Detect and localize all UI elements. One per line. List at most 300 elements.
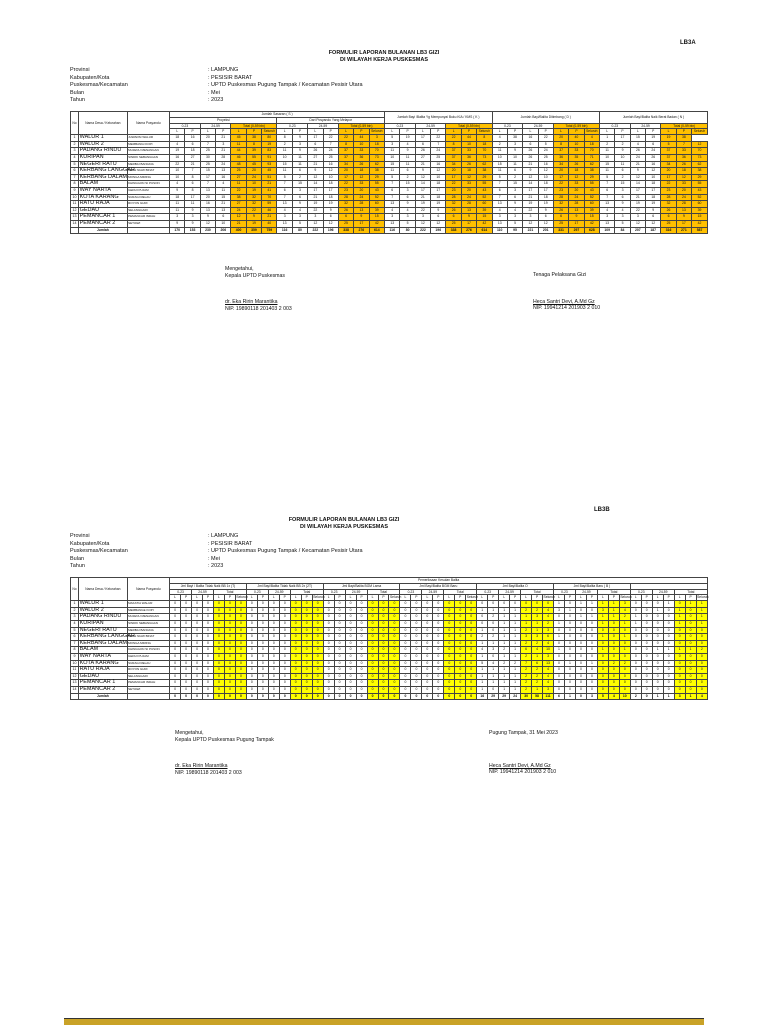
- cell-value: 3: [507, 141, 522, 148]
- cell-value: 9: [615, 201, 630, 208]
- cell-value: 43: [369, 187, 385, 194]
- cell-value: 1: [477, 680, 488, 687]
- cell-value: 0: [564, 601, 575, 608]
- cell-value: 2: [532, 673, 543, 680]
- cell-value: 0: [455, 673, 466, 680]
- cell-value: 0: [444, 614, 455, 621]
- cell-value: 20: [553, 168, 568, 175]
- cell-value: 1: [521, 620, 532, 627]
- cell-value: 6: [492, 187, 507, 194]
- cell-value: 0: [433, 614, 444, 621]
- row-no: 7: [71, 640, 79, 647]
- cell-value: 18: [569, 168, 584, 175]
- cell-value: 29: [584, 174, 599, 181]
- cell-value: 21: [216, 135, 231, 142]
- row-posyandu: ROYON GURI: [127, 667, 169, 674]
- cell-value: 0: [400, 640, 411, 647]
- cell-value: 15: [385, 161, 400, 168]
- meta-value: : 2023: [208, 97, 224, 104]
- cell-value: 0: [279, 673, 290, 680]
- cell-value: 20: [246, 168, 261, 175]
- cell-value: 37: [661, 154, 676, 161]
- cell-value: 0: [586, 686, 597, 693]
- cell-value: 0: [301, 627, 312, 634]
- cell-value: 43: [692, 187, 708, 194]
- cell-value: 0: [378, 673, 389, 680]
- row-desa: BALAM: [79, 647, 128, 654]
- cell-value: 33: [354, 148, 369, 155]
- cell-value: 0: [181, 627, 192, 634]
- row-no: 7: [71, 174, 79, 181]
- row-desa: WALUR 2: [79, 141, 128, 148]
- cell-value: 0: [235, 640, 246, 647]
- age-0-23: 0-23: [630, 589, 652, 595]
- cell-value: 0: [619, 680, 630, 687]
- cell-value: 0: [433, 673, 444, 680]
- cell-value: 0: [466, 607, 477, 614]
- cell-value: 0: [224, 680, 235, 687]
- cell-value: 0: [290, 647, 301, 654]
- cell-value: 6: [292, 194, 307, 201]
- row-no: 13: [71, 214, 79, 221]
- cell-value: 0: [455, 667, 466, 674]
- form-meta: [70, 533, 363, 571]
- cell-value: 7: [385, 181, 400, 188]
- cell-value: 15: [277, 161, 292, 168]
- cell-value: 0: [170, 634, 181, 641]
- total-value: 359: [246, 227, 261, 234]
- cell-value: 0: [279, 640, 290, 647]
- cell-value: 2: [488, 614, 499, 621]
- cell-value: 38: [676, 135, 691, 142]
- sex-col-l: L: [575, 595, 586, 601]
- cell-value: 18: [584, 141, 599, 148]
- cell-value: 0: [334, 667, 345, 674]
- total-value: 206: [216, 227, 231, 234]
- row-posyandu: SETIAWI: [127, 220, 169, 227]
- cell-value: 4: [619, 607, 630, 614]
- cell-value: 0: [488, 620, 499, 627]
- cell-value: 1: [510, 634, 521, 641]
- cell-value: 5: [477, 660, 488, 667]
- age-total: Total: [521, 589, 554, 595]
- col-posyandu: Nama Posyandu: [127, 112, 169, 135]
- cell-value: 1: [499, 627, 510, 634]
- cell-value: 41: [262, 187, 277, 194]
- cell-value: 36: [676, 154, 691, 161]
- cell-value: 21: [262, 214, 277, 221]
- sex-col-l: L: [521, 595, 532, 601]
- sex-col-l: L: [477, 595, 488, 601]
- cell-value: 13: [543, 660, 554, 667]
- cell-value: 0: [543, 601, 554, 608]
- cell-value: 0: [345, 607, 356, 614]
- total-value: 116: [385, 227, 400, 234]
- cell-value: 52: [692, 194, 708, 201]
- cell-value: 13: [277, 201, 292, 208]
- cell-value: 8: [246, 141, 261, 148]
- cell-value: 0: [597, 680, 608, 687]
- cell-value: 6: [185, 141, 200, 148]
- cell-value: 0: [268, 614, 279, 621]
- cell-value: 16: [170, 154, 185, 161]
- cell-value: 0: [554, 627, 565, 634]
- sex-col-p: P: [641, 595, 652, 601]
- cell-value: 0: [235, 647, 246, 654]
- cell-value: 0: [433, 601, 444, 608]
- cell-value: 0: [663, 607, 674, 614]
- total-value: 276: [354, 227, 369, 234]
- signature-right: [489, 730, 558, 776]
- cell-value: 80: [262, 135, 277, 142]
- cell-value: 0: [246, 640, 257, 647]
- cell-value: 0: [246, 634, 257, 641]
- cell-value: 6: [400, 168, 415, 175]
- cell-value: 1: [510, 667, 521, 674]
- cell-value: 62: [477, 161, 492, 168]
- cell-value: 17: [415, 187, 430, 194]
- table-row: [71, 686, 708, 693]
- cell-value: 20: [461, 187, 476, 194]
- cell-value: 0: [696, 634, 707, 641]
- row-no: 4: [71, 154, 79, 161]
- cell-value: 1: [532, 627, 543, 634]
- cell-value: 2: [696, 647, 707, 654]
- cell-value: 0: [312, 680, 323, 687]
- cell-value: 6: [600, 187, 615, 194]
- cell-value: 12: [308, 220, 323, 227]
- cell-value: 23: [553, 187, 568, 194]
- cell-value: 21: [630, 161, 645, 168]
- sig-role: Tenaga Pelaksana Gizi: [533, 272, 587, 278]
- cell-value: 26: [354, 161, 369, 168]
- age-24-59: 24-59: [422, 589, 444, 595]
- table-row: [71, 135, 708, 142]
- cell-value: 0: [367, 647, 378, 654]
- meta-value: : UPTD Puskesmas Pugung Tampak / Kecamatan Pesisir Utara: [208, 82, 363, 89]
- cell-value: 0: [334, 634, 345, 641]
- sig-nip: NIP. 19890118 201403 2 003: [225, 305, 292, 312]
- cell-value: 12: [461, 174, 476, 181]
- cell-value: 0: [400, 667, 411, 674]
- cell-value: 0: [345, 614, 356, 621]
- cell-value: 0: [246, 660, 257, 667]
- cell-value: 9: [292, 135, 307, 142]
- cell-value: 11: [385, 148, 400, 155]
- cell-value: 12: [523, 220, 538, 227]
- cell-value: 0: [312, 627, 323, 634]
- cell-value: 0: [246, 601, 257, 608]
- cell-value: 4: [385, 207, 400, 214]
- cell-value: 1: [663, 601, 674, 608]
- cell-value: 0: [619, 627, 630, 634]
- row-posyandu: MEMBANGE KOPI: [127, 607, 169, 614]
- total-value: 95: [507, 227, 522, 234]
- cell-value: 0: [608, 673, 619, 680]
- cell-value: 9: [461, 214, 476, 221]
- cell-value: 0: [367, 614, 378, 621]
- meta-key: Bulan: [70, 89, 85, 96]
- cell-value: 0: [575, 653, 586, 660]
- sex-col-l: L: [444, 595, 455, 601]
- cell-value: 0: [564, 673, 575, 680]
- cell-value: 13: [354, 207, 369, 214]
- cell-value: 1: [564, 660, 575, 667]
- cell-value: 3: [185, 214, 200, 221]
- cell-value: 11: [385, 168, 400, 175]
- table-row: [71, 201, 708, 208]
- cell-value: 6: [400, 194, 415, 201]
- cell-value: 5: [661, 141, 676, 148]
- row-posyandu: MAKATIA WALUR: [127, 601, 169, 608]
- total-value: 0: [181, 693, 192, 700]
- cell-value: 0: [663, 680, 674, 687]
- total-value: 0: [257, 693, 268, 700]
- cell-value: 1: [510, 614, 521, 621]
- cell-value: 0: [378, 620, 389, 627]
- age-0-23: 0-23: [477, 589, 499, 595]
- cell-value: 2: [477, 634, 488, 641]
- cell-value: 26: [461, 161, 476, 168]
- total-value: 24: [510, 693, 521, 700]
- cell-value: 0: [411, 653, 422, 660]
- row-posyandu: ROYON GURI: [127, 201, 169, 208]
- cell-value: 0: [301, 647, 312, 654]
- cell-value: 9: [185, 220, 200, 227]
- cell-value: 25: [446, 220, 461, 227]
- meta-key: Bulan: [70, 555, 85, 562]
- cell-value: 3: [488, 647, 499, 654]
- cell-value: 0: [663, 667, 674, 674]
- cell-value: 2: [499, 660, 510, 667]
- cell-value: 0: [181, 686, 192, 693]
- cell-value: 0: [422, 634, 433, 641]
- cell-value: 12: [692, 141, 708, 148]
- cell-value: 0: [652, 660, 663, 667]
- cell-value: 37: [338, 154, 353, 161]
- cell-value: 2: [292, 174, 307, 181]
- form-meta: [70, 67, 363, 105]
- cell-value: 17: [646, 187, 661, 194]
- cell-value: 1: [488, 667, 499, 674]
- cell-value: 0: [564, 686, 575, 693]
- cell-value: 0: [411, 686, 422, 693]
- cell-value: 0: [663, 620, 674, 627]
- row-no: 8: [71, 647, 79, 654]
- cell-value: 0: [685, 627, 696, 634]
- row-no: 6: [71, 168, 79, 175]
- total-value: 0: [444, 693, 455, 700]
- sex-col-l: L: [597, 595, 608, 601]
- cell-value: 0: [203, 653, 214, 660]
- row-no: 11: [71, 201, 79, 208]
- cell-value: 0: [499, 601, 510, 608]
- cell-value: 3: [619, 601, 630, 608]
- row-posyandu: MUJENU MENANGAN: [127, 148, 169, 155]
- cell-value: 0: [213, 627, 224, 634]
- sex-col-p: P: [354, 129, 369, 135]
- meta-value: : LAMPUNG: [208, 67, 239, 73]
- cell-value: 16: [200, 201, 215, 208]
- cell-value: 6: [415, 141, 430, 148]
- cell-value: 1: [499, 680, 510, 687]
- cell-value: 0: [279, 653, 290, 660]
- sex-col-l: L: [422, 595, 433, 601]
- cell-value: 0: [323, 673, 334, 680]
- cell-value: 0: [181, 607, 192, 614]
- cell-value: 0: [685, 680, 696, 687]
- cell-value: 0: [455, 653, 466, 660]
- sig-label: Mengetahui,: [225, 266, 254, 272]
- next-page-edge: [64, 1018, 704, 1025]
- total-value: 628: [584, 227, 599, 234]
- cell-value: 0: [356, 627, 367, 634]
- cell-value: 0: [641, 627, 652, 634]
- cell-value: 2: [521, 653, 532, 660]
- sex-col-l: L: [323, 595, 334, 601]
- cell-value: 9: [292, 148, 307, 155]
- cell-value: 1: [488, 673, 499, 680]
- cell-value: 6: [323, 214, 338, 221]
- cell-value: 1: [696, 601, 707, 608]
- cell-value: 0: [213, 673, 224, 680]
- sex-col-p: P: [301, 595, 312, 601]
- meta-row: [70, 548, 363, 556]
- cell-value: 2: [521, 673, 532, 680]
- total-empty: [127, 227, 169, 234]
- cell-value: 38: [246, 135, 261, 142]
- sex-col-all: Seluruh: [477, 129, 492, 135]
- cell-value: 0: [323, 627, 334, 634]
- cell-value: 0: [356, 653, 367, 660]
- row-desa: WAY NARTA: [79, 187, 128, 194]
- cell-value: 29: [477, 174, 492, 181]
- meta-key: Provinsi: [70, 533, 90, 539]
- age-total: Total: [597, 589, 630, 595]
- cell-value: 0: [608, 627, 619, 634]
- cell-value: 0: [312, 640, 323, 647]
- total-value: 111: [543, 693, 554, 700]
- age-0-23: 0-23: [400, 589, 422, 595]
- meta-row: [70, 82, 363, 90]
- cell-value: 0: [608, 647, 619, 654]
- cell-value: 0: [619, 653, 630, 660]
- cell-value: 0: [213, 647, 224, 654]
- cell-value: 0: [235, 627, 246, 634]
- row-no: 1: [71, 135, 79, 142]
- row-desa: KERBANG LANGGAR: [79, 167, 135, 174]
- cell-value: 0: [663, 653, 674, 660]
- cell-value: 38: [369, 168, 385, 175]
- cell-value: 5: [385, 174, 400, 181]
- cell-value: 0: [235, 620, 246, 627]
- col-posyandu: Nama Posyandu: [127, 578, 169, 601]
- table-row: [71, 220, 708, 227]
- cell-value: 0: [652, 634, 663, 641]
- cell-value: 0: [246, 686, 257, 693]
- row-desa: BALAM: [79, 181, 128, 188]
- cell-value: 0: [411, 601, 422, 608]
- cell-value: 62: [692, 161, 708, 168]
- cell-value: 0: [608, 667, 619, 674]
- cell-value: 0: [389, 667, 400, 674]
- cell-value: 0: [290, 660, 301, 667]
- cell-value: 0: [192, 601, 203, 608]
- cell-value: 11: [231, 181, 246, 188]
- report-table-b: [70, 577, 708, 700]
- cell-value: 1: [521, 614, 532, 621]
- cell-value: 0: [246, 647, 257, 654]
- cell-value: 0: [312, 667, 323, 674]
- row-no: 9: [71, 187, 79, 194]
- cell-value: 33: [569, 181, 584, 188]
- sex-col-l: L: [246, 595, 257, 601]
- cell-value: 0: [641, 634, 652, 641]
- cell-value: 0: [257, 607, 268, 614]
- cell-value: 12: [415, 220, 430, 227]
- cell-value: 0: [290, 640, 301, 647]
- cell-value: 0: [378, 640, 389, 647]
- cell-value: 0: [466, 620, 477, 627]
- cell-value: 0: [192, 607, 203, 614]
- cell-value: 19: [523, 201, 538, 208]
- sex-col-l: L: [213, 595, 224, 601]
- cell-value: 0: [378, 686, 389, 693]
- cell-value: 52: [584, 194, 599, 201]
- sex-col-p: P: [608, 595, 619, 601]
- cell-value: 0: [455, 601, 466, 608]
- cell-value: 0: [422, 660, 433, 667]
- cell-value: 0: [192, 647, 203, 654]
- cell-value: 27: [415, 154, 430, 161]
- cell-value: 0: [641, 667, 652, 674]
- cell-value: 38: [477, 168, 492, 175]
- sex-col-p: P: [510, 595, 521, 601]
- cell-value: 9: [507, 201, 522, 208]
- cell-value: 48: [231, 161, 246, 168]
- cell-value: 1: [532, 653, 543, 660]
- cell-value: 0: [257, 634, 268, 641]
- row-desa: KOTA KARANG: [79, 194, 128, 201]
- cell-value: 0: [685, 673, 696, 680]
- row-no: 5: [71, 627, 79, 634]
- sex-col-l: L: [400, 595, 411, 601]
- cell-value: 0: [422, 640, 433, 647]
- cell-value: 0: [323, 607, 334, 614]
- cell-value: 21: [630, 194, 645, 201]
- cell-value: 26: [523, 148, 538, 155]
- cell-value: 0: [575, 673, 586, 680]
- table-row: [71, 187, 708, 194]
- row-posyandu: SELANGGARI: [127, 207, 169, 214]
- cell-value: 0: [345, 680, 356, 687]
- cell-value: 25: [231, 168, 246, 175]
- cell-value: 0: [246, 680, 257, 687]
- table-row: [71, 141, 708, 148]
- cell-value: 27: [231, 174, 246, 181]
- cell-value: 3: [292, 141, 307, 148]
- cell-value: 0: [323, 680, 334, 687]
- cell-value: 1: [510, 640, 521, 647]
- cell-value: 0: [224, 667, 235, 674]
- cell-value: 0: [586, 680, 597, 687]
- cell-value: 0: [301, 673, 312, 680]
- cell-value: 1: [575, 601, 586, 608]
- cell-value: 0: [268, 667, 279, 674]
- cell-value: 0: [290, 614, 301, 621]
- sex-col-all: Seluruh: [389, 595, 402, 600]
- cell-value: 0: [367, 601, 378, 608]
